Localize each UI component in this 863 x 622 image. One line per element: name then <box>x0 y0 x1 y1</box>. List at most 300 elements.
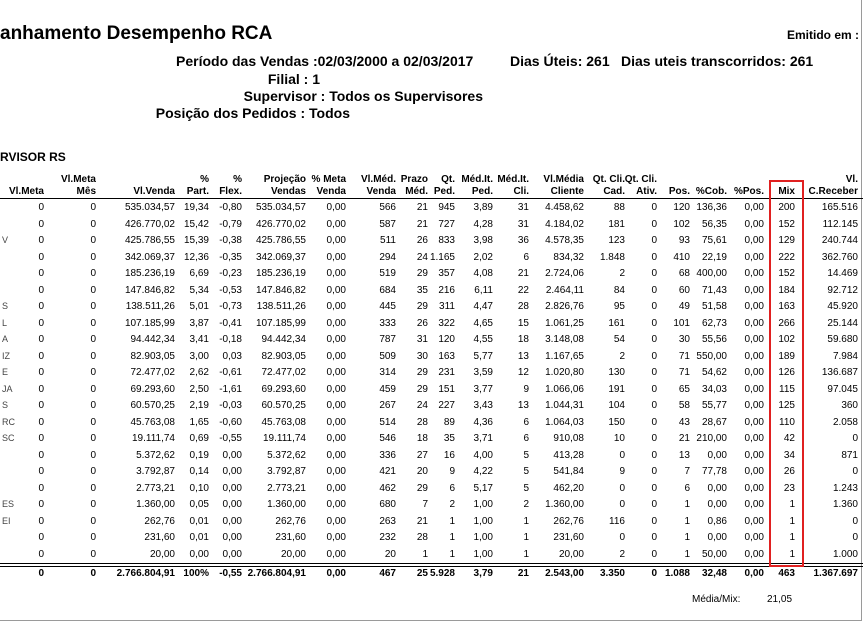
cell-pos: 49 <box>678 301 690 312</box>
col-header-pct-pos <box>734 186 764 198</box>
cell-mix: 26 <box>783 466 795 477</box>
cell-pct-part: 2,62 <box>189 367 209 378</box>
cell-projecao-vendas: 262,76 <box>275 515 306 527</box>
posicao-text: Posição dos Pedidos : Todos <box>155 105 350 121</box>
cell-vl-med-venda: 459 <box>379 383 396 395</box>
cell-med-it-ped: 4,22 <box>473 466 493 477</box>
cell-pct-meta-venda: 0,00 <box>326 334 346 345</box>
cell-prazo-med: 26 <box>416 235 428 246</box>
cell-pct-pos: 0,00 <box>744 515 764 527</box>
cell-pos: 410 <box>673 251 690 263</box>
cell-qt-ped: 151 <box>438 383 455 395</box>
cell-pct-meta-venda: 0,00 <box>326 532 346 543</box>
cell-vl-media-cliente: 413,28 <box>553 449 584 461</box>
cell-pct-meta-venda: 0,00 <box>326 449 346 461</box>
cell-pct-flex: 0,00 <box>222 548 242 560</box>
cell-vl-venda: 3.792,87 <box>136 466 175 477</box>
cell-vl-med-venda: 336 <box>379 449 396 461</box>
cell-prazo-med: 28 <box>416 416 428 428</box>
cell-qt-cli-cad: 54 <box>613 334 625 345</box>
periodo-text: Período das Vendas :02/03/2000 a 02/03/2017 <box>176 53 474 69</box>
col-header-line: Vl.Meta <box>60 174 96 185</box>
cell-vl-med-venda: 267 <box>379 400 396 411</box>
cell-pct-cob: 0,00 <box>707 499 727 510</box>
cell-vl-venda: 1.360,00 <box>136 499 175 510</box>
cell-vl-meta-mes: 0 <box>90 268 96 279</box>
cell-prazo-med: 1 <box>422 548 428 560</box>
cell-projecao-vendas: 535.034,57 <box>255 202 306 213</box>
cell-mix: 222 <box>778 251 795 263</box>
cell-qt-ped: 1 <box>449 515 455 527</box>
cell-pct-cob: 28,67 <box>701 416 727 428</box>
cell-med-it-cli: 22 <box>517 284 529 296</box>
cell-projecao-vendas: 1.360,00 <box>267 499 306 510</box>
col-header-vl-med-venda <box>361 174 396 198</box>
cell-med-it-cli: 6 <box>523 433 529 444</box>
total-projecao-vendas: 2.766.804,91 <box>247 568 306 579</box>
cell-mix: 1 <box>789 515 795 527</box>
cell-vl-media-cliente: 231,60 <box>553 532 584 543</box>
cell-mix: 1 <box>789 548 795 560</box>
cell-mix: 189 <box>778 350 795 362</box>
cell-pct-meta-venda: 0,00 <box>326 218 346 230</box>
col-header-vl-venda <box>133 186 175 198</box>
cell-pos: 60 <box>678 284 690 296</box>
cell-pct-pos: 0,00 <box>744 317 764 329</box>
total-vl-meta: 0 <box>38 568 44 579</box>
col-header-line: Part. <box>186 186 209 197</box>
emitido-label: Emitido em : <box>786 28 859 42</box>
cell-vl-c-receber: 1.243 <box>832 482 858 494</box>
cell-vl-meta-mes: 0 <box>90 235 96 246</box>
totals-row <box>0 565 863 582</box>
col-header-line: Vl.Méd. <box>360 174 396 185</box>
cell-pct-flex: -0,73 <box>219 301 242 312</box>
cell-vl-meta: 0 <box>38 433 44 444</box>
cell-pct-cob: 0,00 <box>707 532 727 543</box>
cell-vl-media-cliente: 834,32 <box>553 251 584 263</box>
cell-pos: 65 <box>678 383 690 395</box>
cell-qt-ped: 216 <box>438 284 455 296</box>
cell-pct-pos: 0,00 <box>744 466 764 477</box>
section-label: RVISOR RS <box>0 150 66 164</box>
cell-qt-cli-cad: 123 <box>608 235 625 246</box>
cell-pct-part: 5,34 <box>189 284 209 296</box>
cell-prazo-med: 31 <box>416 334 428 345</box>
cell-vl-c-receber: 59.680 <box>827 334 858 345</box>
table-row <box>0 315 863 332</box>
cell-pct-part: 2,50 <box>189 383 209 395</box>
cell-med-it-cli: 13 <box>517 400 529 411</box>
table-row <box>0 199 863 216</box>
cell-projecao-vendas: 342.069,37 <box>255 251 306 263</box>
cell-med-it-cli: 1 <box>523 548 529 560</box>
cell-qt-cli-cad: 9 <box>619 466 625 477</box>
cell-qt-cli-ativ: 0 <box>651 433 657 444</box>
cell-pct-pos: 0,00 <box>744 334 764 345</box>
cell-pct-meta-venda: 0,00 <box>326 433 346 444</box>
cell-mix: 42 <box>783 433 795 444</box>
cell-pct-meta-venda: 0,00 <box>326 284 346 296</box>
col-header-qt-cli-cad <box>593 174 625 198</box>
cell-vl-med-venda: 511 <box>380 235 396 246</box>
cell-vl-med-venda: 421 <box>379 466 396 477</box>
cell-pct-part: 3,87 <box>189 317 209 329</box>
col-header-med-it-cli <box>497 174 529 198</box>
cell-pos: 71 <box>678 350 690 362</box>
cell-mix: 125 <box>778 400 795 411</box>
cell-pos: 30 <box>678 334 690 345</box>
cell-mix: 152 <box>778 218 795 230</box>
cell-qt-cli-ativ: 0 <box>651 202 657 213</box>
cell-prazo-med: 29 <box>416 482 428 494</box>
cell-vl-venda: 72.477,02 <box>130 367 175 378</box>
total-vl-med-venda: 467 <box>379 568 396 579</box>
cell-pos: 101 <box>673 317 690 329</box>
cell-vl-meta: 0 <box>38 251 44 263</box>
cell-projecao-vendas: 426.770,02 <box>255 218 306 230</box>
cell-vl-meta: 0 <box>38 532 44 543</box>
row-name-fragment: S <box>2 301 9 311</box>
cell-vl-meta: 0 <box>38 350 44 362</box>
cell-pct-cob: 136,36 <box>696 202 727 213</box>
cell-vl-c-receber: 240.744 <box>821 235 858 246</box>
cell-vl-meta-mes: 0 <box>90 218 96 230</box>
col-header-line: Vl.Venda <box>133 186 175 197</box>
cell-vl-media-cliente: 1.020,80 <box>545 367 584 378</box>
cell-vl-venda: 82.903,05 <box>130 350 175 362</box>
cell-med-it-ped: 3,59 <box>473 367 493 378</box>
cell-pct-flex: -0,03 <box>219 400 242 411</box>
cell-med-it-cli: 5 <box>523 482 529 494</box>
cell-med-it-cli: 2 <box>523 499 529 510</box>
cell-pct-part: 1,65 <box>189 416 209 428</box>
cell-vl-meta-mes: 0 <box>90 499 96 510</box>
col-header-line: Qt. <box>441 174 455 185</box>
cell-vl-meta-mes: 0 <box>90 400 96 411</box>
cell-mix: 110 <box>779 416 795 428</box>
cell-pct-cob: 22,19 <box>701 251 727 263</box>
cell-qt-ped: 1.165 <box>429 251 455 263</box>
cell-qt-cli-cad: 116 <box>609 515 625 527</box>
cell-vl-meta-mes: 0 <box>90 433 96 444</box>
cell-vl-c-receber: 97.045 <box>827 383 858 395</box>
cell-pct-cob: 0,00 <box>707 449 727 461</box>
col-header-line: %Cob. <box>695 186 727 197</box>
cell-vl-med-venda: 509 <box>379 350 396 362</box>
cell-vl-media-cliente: 4.578,35 <box>545 235 584 246</box>
cell-vl-media-cliente: 1.066,06 <box>545 383 584 395</box>
cell-vl-meta-mes: 0 <box>90 317 96 329</box>
col-header-vl-c-receber <box>809 174 858 198</box>
col-header-line: Qt. Cli. <box>592 174 625 185</box>
cell-projecao-vendas: 231,60 <box>275 532 306 543</box>
cell-pct-flex: -0,79 <box>219 218 242 230</box>
table-row <box>0 232 863 249</box>
cell-qt-cli-ativ: 0 <box>651 268 657 279</box>
cell-pct-cob: 0,86 <box>707 515 727 527</box>
cell-qt-ped: 1 <box>449 532 455 543</box>
cell-qt-cli-ativ: 0 <box>651 235 657 246</box>
col-header-pct-flex <box>219 174 242 198</box>
cell-pct-flex: 0,03 <box>222 350 242 362</box>
cell-pct-pos: 0,00 <box>744 383 764 395</box>
cell-prazo-med: 24 <box>416 400 428 411</box>
cell-pct-cob: 71,43 <box>701 284 727 296</box>
col-header-line: Venda <box>366 186 396 197</box>
cell-projecao-vendas: 2.773,21 <box>267 482 306 494</box>
cell-pct-part: 15,39 <box>183 235 209 246</box>
cell-prazo-med: 27 <box>416 449 428 461</box>
cell-qt-cli-ativ: 0 <box>651 466 657 477</box>
col-header-line: Qt. Cli. <box>624 174 657 185</box>
cell-med-it-cli: 6 <box>523 251 529 263</box>
cell-mix: 200 <box>778 202 795 213</box>
table-row <box>0 546 863 563</box>
cell-projecao-vendas: 5.372,62 <box>267 449 306 461</box>
col-header-line: Mix <box>778 186 795 197</box>
cell-vl-meta-mes: 0 <box>90 350 96 362</box>
cell-prazo-med: 29 <box>416 367 428 378</box>
cell-vl-meta: 0 <box>38 515 44 527</box>
cell-pct-flex: -0,41 <box>219 317 242 329</box>
cell-vl-venda: 69.293,60 <box>130 383 175 395</box>
cell-med-it-ped: 2,02 <box>473 251 493 263</box>
cell-med-it-cli: 18 <box>517 334 529 345</box>
cell-pct-meta-venda: 0,00 <box>326 383 346 395</box>
cell-qt-cli-ativ: 0 <box>651 334 657 345</box>
cell-med-it-ped: 4,28 <box>473 218 493 230</box>
cell-med-it-ped: 1,00 <box>473 515 493 527</box>
row-name-fragment: ES <box>2 499 15 509</box>
cell-vl-meta: 0 <box>38 482 44 494</box>
col-header-line: Flex. <box>219 186 242 197</box>
mix-column-highlight <box>769 180 804 567</box>
cell-qt-cli-ativ: 0 <box>651 400 657 411</box>
cell-pct-pos: 0,00 <box>744 532 764 543</box>
cell-med-it-ped: 3,89 <box>473 202 493 213</box>
row-name-fragment: L <box>2 317 8 328</box>
cell-vl-media-cliente: 3.148,08 <box>545 334 584 345</box>
cell-pct-pos: 0,00 <box>744 482 764 494</box>
table-row <box>0 249 863 266</box>
cell-pct-pos: 0,00 <box>744 235 764 246</box>
col-header-pos <box>669 186 690 198</box>
col-header-med-it-ped <box>461 174 493 198</box>
table-row <box>0 331 863 348</box>
cell-qt-cli-ativ: 0 <box>651 383 657 395</box>
col-header-line: Méd.It. <box>461 174 493 185</box>
cell-pct-cob: 56,35 <box>701 218 727 230</box>
cell-vl-meta-mes: 0 <box>90 301 96 312</box>
cell-projecao-vendas: 147.846,82 <box>255 284 306 296</box>
cell-pct-cob: 55,56 <box>701 334 727 345</box>
col-header-line: Ativ. <box>636 186 657 197</box>
cell-vl-venda: 19.111,74 <box>131 433 175 444</box>
total-pct-cob: 32,48 <box>701 568 727 579</box>
row-name-fragment: SC <box>2 433 15 443</box>
col-header-line: Méd. <box>405 186 428 197</box>
cell-vl-c-receber: 0 <box>852 433 858 444</box>
cell-mix: 152 <box>778 268 795 279</box>
cell-pct-part: 0,10 <box>189 482 209 494</box>
cell-prazo-med: 21 <box>416 515 428 527</box>
cell-vl-med-venda: 587 <box>379 218 396 230</box>
cell-pos: 1 <box>684 548 690 560</box>
cell-pct-meta-venda: 0,00 <box>326 499 346 510</box>
cell-med-it-ped: 4,36 <box>473 416 493 428</box>
cell-vl-c-receber: 0 <box>852 532 858 543</box>
cell-vl-meta: 0 <box>38 317 44 329</box>
cell-vl-med-venda: 20 <box>384 548 396 560</box>
cell-pct-part: 19,34 <box>183 202 209 213</box>
table-row <box>0 397 863 414</box>
cell-vl-med-venda: 462 <box>379 482 396 494</box>
cell-med-it-ped: 1,00 <box>473 532 493 543</box>
cell-qt-ped: 727 <box>438 218 455 230</box>
total-vl-c-receber: 1.367.697 <box>813 568 858 579</box>
cell-med-it-cli: 5 <box>523 449 529 461</box>
cell-qt-cli-ativ: 0 <box>651 515 657 527</box>
dias-transcorridos-text: Dias uteis transcorridos: 261 <box>621 53 814 69</box>
col-header-line: Méd.It. <box>497 174 529 185</box>
cell-vl-meta-mes: 0 <box>90 449 96 461</box>
cell-prazo-med: 29 <box>416 268 428 279</box>
cell-vl-venda: 426.770,02 <box>124 218 175 230</box>
table-row <box>0 529 863 546</box>
cell-vl-venda: 5.372,62 <box>136 449 175 461</box>
cell-qt-cli-ativ: 0 <box>651 548 657 560</box>
cell-pct-part: 0,05 <box>189 499 209 510</box>
media-mix-label: Média/Mix: <box>692 594 741 605</box>
cell-mix: 34 <box>783 449 795 461</box>
cell-vl-meta: 0 <box>38 301 44 312</box>
cell-qt-ped: 2 <box>449 499 455 510</box>
cell-pct-flex: 0,00 <box>222 499 242 510</box>
cell-pct-flex: -0,18 <box>219 334 242 345</box>
cell-prazo-med: 29 <box>416 383 428 395</box>
cell-med-it-ped: 3,98 <box>473 235 493 246</box>
row-name-fragment: RC <box>2 416 15 427</box>
cell-vl-c-receber: 25.144 <box>827 317 858 329</box>
cell-mix: 184 <box>778 284 795 296</box>
cell-pct-flex: -0,61 <box>219 367 242 378</box>
cell-med-it-ped: 4,08 <box>473 268 493 279</box>
table-row <box>0 282 863 299</box>
cell-pct-flex: -1,61 <box>219 383 242 395</box>
cell-med-it-ped: 1,00 <box>473 548 493 560</box>
cell-pos: 6 <box>684 482 690 494</box>
cell-qt-ped: 6 <box>449 482 455 494</box>
cell-vl-c-receber: 1.000 <box>832 548 858 560</box>
total-qt-cli-ativ: 0 <box>651 568 657 579</box>
cell-qt-cli-cad: 84 <box>613 284 625 296</box>
cell-prazo-med: 28 <box>416 532 428 543</box>
cell-pct-meta-venda: 0,00 <box>326 400 346 411</box>
cell-vl-meta: 0 <box>38 466 44 477</box>
cell-vl-med-venda: 684 <box>379 284 396 296</box>
cell-qt-cli-cad: 1.848 <box>599 251 625 263</box>
cell-vl-meta-mes: 0 <box>90 367 96 378</box>
cell-qt-cli-cad: 0 <box>619 482 625 494</box>
cell-pct-part: 0,19 <box>189 449 209 461</box>
cell-mix: 115 <box>779 383 795 395</box>
total-qt-cli-cad: 3.350 <box>599 568 625 579</box>
cell-pct-part: 0,14 <box>189 466 209 477</box>
cell-med-it-cli: 31 <box>517 218 529 230</box>
cell-vl-venda: 185.236,19 <box>124 268 175 279</box>
row-name-fragment: A <box>2 334 9 344</box>
cell-qt-ped: 9 <box>449 466 455 477</box>
cell-mix: 23 <box>783 482 795 494</box>
col-header-line: Projeção <box>263 174 306 185</box>
table-row <box>0 348 863 365</box>
cell-pct-pos: 0,00 <box>744 202 764 213</box>
cell-vl-media-cliente: 262,76 <box>553 515 584 527</box>
total-vl-venda: 2.766.804,91 <box>116 568 175 579</box>
cell-vl-c-receber: 0 <box>852 466 858 477</box>
cell-pct-meta-venda: 0,00 <box>326 515 346 527</box>
cell-qt-ped: 89 <box>443 416 455 428</box>
cell-vl-c-receber: 45.920 <box>827 301 858 312</box>
cell-vl-med-venda: 294 <box>379 251 396 263</box>
cell-qt-cli-ativ: 0 <box>651 284 657 296</box>
cell-med-it-ped: 1,00 <box>473 499 493 510</box>
cell-vl-venda: 107.185,99 <box>124 317 175 329</box>
row-name-fragment: V <box>2 235 9 245</box>
cell-vl-venda: 262,76 <box>144 515 175 527</box>
cell-qt-cli-cad: 104 <box>608 400 625 411</box>
cell-vl-media-cliente: 2.724,06 <box>545 268 584 279</box>
cell-mix: 1 <box>789 532 795 543</box>
cell-med-it-cli: 9 <box>523 383 529 395</box>
col-header-vl-meta-mes <box>61 174 96 198</box>
cell-vl-c-receber: 1.360 <box>832 499 858 510</box>
cell-vl-media-cliente: 541,84 <box>553 466 584 477</box>
cell-vl-media-cliente: 462,20 <box>553 482 584 494</box>
cell-vl-meta-mes: 0 <box>90 284 96 296</box>
col-header-line: Mês <box>76 186 96 197</box>
cell-vl-media-cliente: 4.184,02 <box>545 218 584 230</box>
total-mix: 463 <box>778 568 795 579</box>
col-header-projecao-vendas <box>264 174 306 198</box>
cell-vl-med-venda: 787 <box>379 334 396 345</box>
cell-projecao-vendas: 72.477,02 <box>261 367 306 378</box>
cell-pct-meta-venda: 0,00 <box>326 301 346 312</box>
cell-vl-venda: 138.511,26 <box>125 301 175 312</box>
cell-pos: 43 <box>678 416 690 428</box>
cell-vl-meta: 0 <box>38 268 44 279</box>
cell-med-it-ped: 3,77 <box>473 383 493 395</box>
table-row <box>0 513 863 530</box>
cell-prazo-med: 20 <box>416 466 428 477</box>
cell-vl-meta-mes: 0 <box>90 548 96 560</box>
total-vl-meta-mes: 0 <box>90 568 96 579</box>
cell-prazo-med: 7 <box>422 499 428 510</box>
cell-vl-meta-mes: 0 <box>90 416 96 428</box>
cell-pct-pos: 0,00 <box>744 548 764 560</box>
cell-pos: 13 <box>678 449 690 461</box>
col-header-line: Cli. <box>513 186 529 197</box>
cell-pct-pos: 0,00 <box>744 284 764 296</box>
cell-pct-pos: 0,00 <box>744 433 764 444</box>
cell-pct-flex: 0,00 <box>222 466 242 477</box>
cell-pct-part: 3,00 <box>189 350 209 362</box>
cell-med-it-cli: 6 <box>523 416 529 428</box>
cell-pct-meta-venda: 0,00 <box>326 482 346 494</box>
total-pos: 1.088 <box>664 568 690 579</box>
cell-qt-cli-cad: 191 <box>608 383 625 395</box>
